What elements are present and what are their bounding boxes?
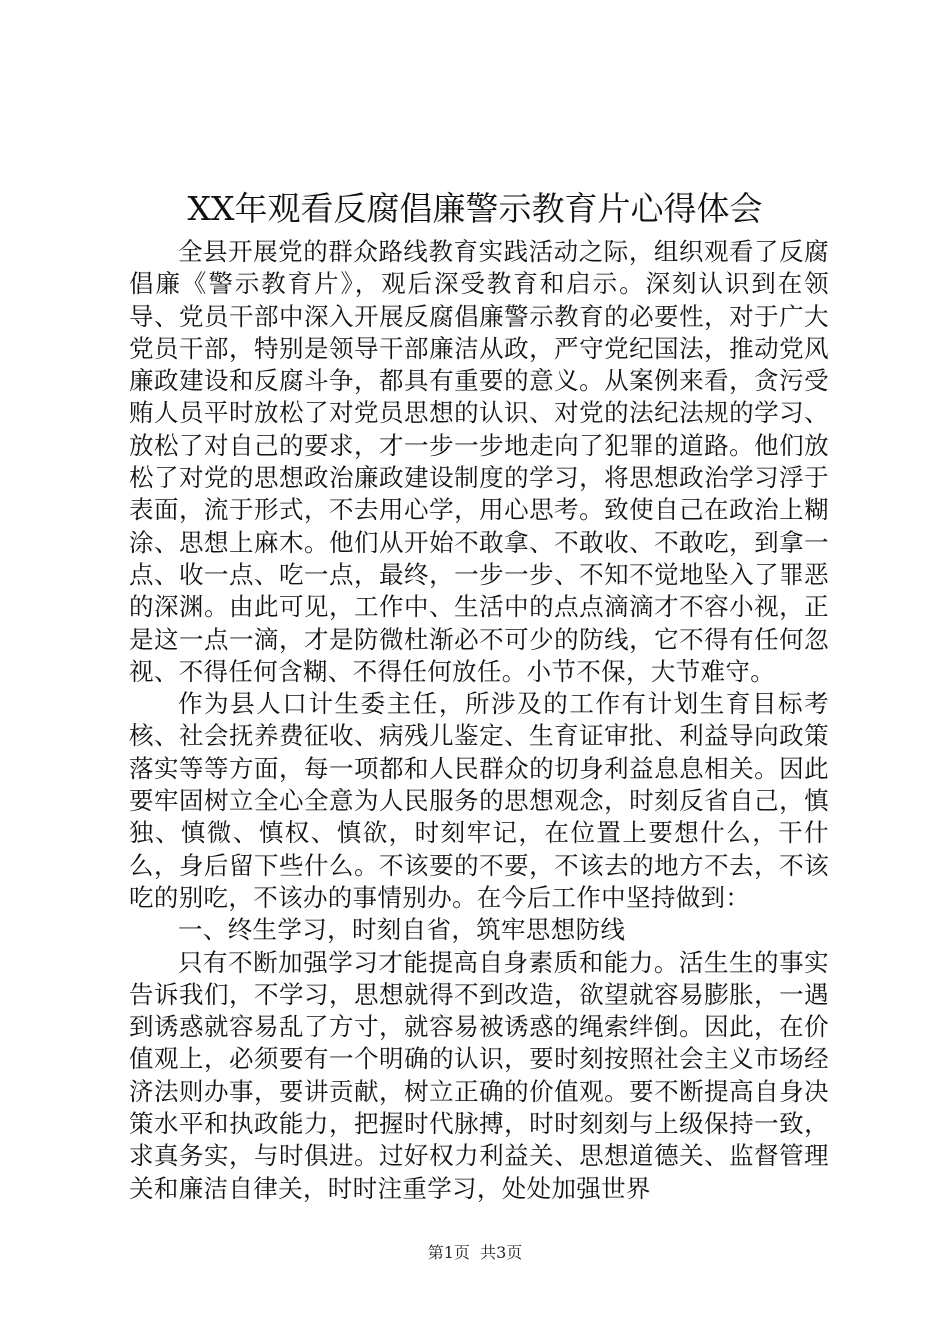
- document-body: [129, 236, 829, 1205]
- page-number: 第1页: [427, 1243, 470, 1262]
- page-total: 共3页: [480, 1243, 523, 1262]
- paragraph-3: 只有不断加强学习才能提高自身素质和能力。活生生的事实告诉我们，不学习，思想就得不到改造，欲望就容易膨胀，一遇到诱惑就容易乱了方寸，就容易被诱惑的绳索绊倒。因此，在价值观上，必须要有一个明确的认识，要时刻按照社会主义市场经济法则办事，要讲贡献，树立正确的价值观。要不断提高自身决策水平和执政能力，把握时代脉搏，时时刻刻与上级保持一致，求真务实，与时俱进。过好权力利益关、思想道德关、监督管理关和廉洁自律关，时时注重学习，处处加强世界: [129, 947, 829, 1203]
- document-title: XX年观看反腐倡廉警示教育片心得体会: [187, 189, 763, 228]
- paragraph-1: 全县开展党的群众路线教育实践活动之际，组织观看了反腐倡廉《警示教育片》，观后深受教育和启示。深刻认识到在领导、党员干部中深入开展反腐倡廉警示教育的必要性，对于广大党员干部，特别是领导干部廉洁从政，严守党纪国法，推动党风廉政建设和反腐斗争，都具有重要的意义。从案例来看，贪污受贿人员平时放松了对党员思想的认识、对党的法纪法规的学习、放松了对自己的要求，才一步一步地走向了犯罪的道路。他们放松了对党的思想政治廉政建设制度的学习，将思想政治学习浮于表面，流于形式，不去用心学，用心思考。致使自己在政治上糊涂、思想上麻木。他们从开始不敢拿、不敢收、不敢吃，到拿一点、收一点、吃一点，最终，一步一步、不知不觉地坠入了罪恶的深渊。由此可见，工作中、生活中的点点滴滴才不容小视，正是这一点一滴，才是防微杜渐必不可少的防线，它不得有任何忽视、不得任何含糊、不得任何放任。小节不保，大节难守。: [129, 237, 829, 686]
- section-heading-1: 一、终生学习，时刻自省，筑牢思想防线: [178, 915, 626, 945]
- page-footer: [0, 1243, 950, 1263]
- paragraph-2: 作为县人口计生委主任，所涉及的工作有计划生育目标考核、社会抚养费征收、病残儿鉴定、生育证审批、利益导向政策落实等等方面，每一项都和人民群众的切身利益息息相关。因此要牢固树立全心全意为人民服务的思想观念，时刻反省自己，慎独、慎微、慎权、慎欲，时刻牢记，在位置上要想什么，干什么，身后留下些什么。不该要的不要，不该去的地方不去，不该吃的别吃，不该办的事情别办。在今后工作中坚持做到：: [129, 689, 829, 912]
